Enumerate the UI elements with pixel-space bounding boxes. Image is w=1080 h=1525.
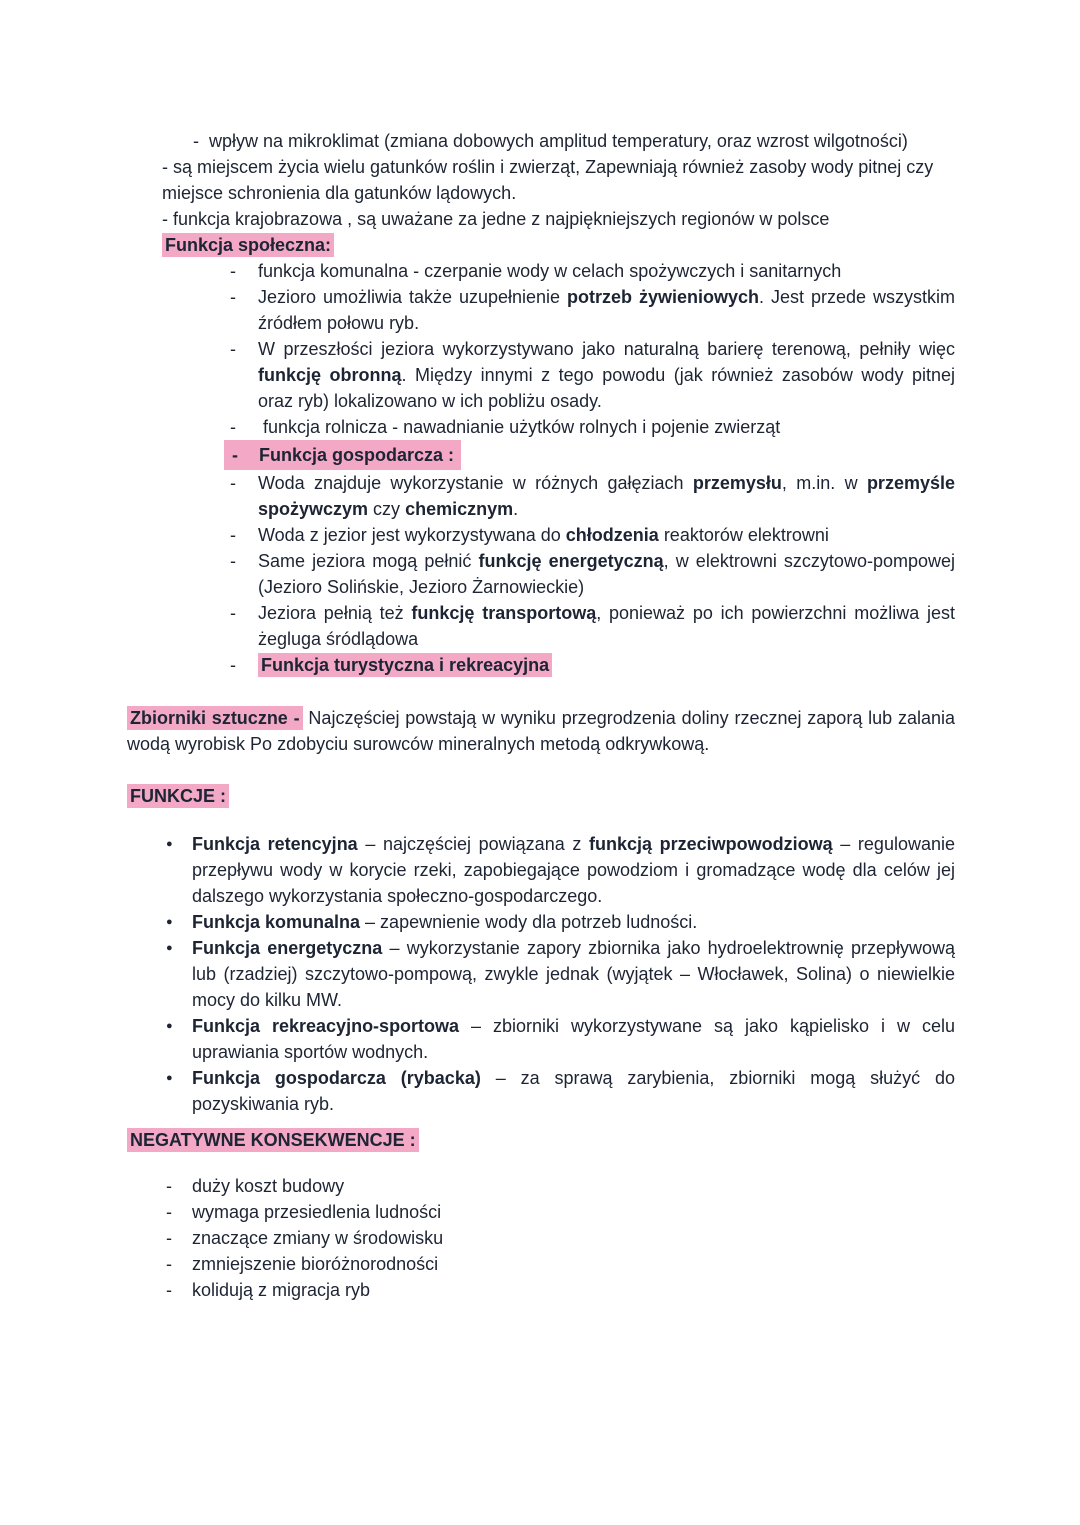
- dash-list-marker: -: [230, 417, 236, 437]
- dash-list-marker: -: [232, 445, 238, 465]
- list-item: [127, 1065, 961, 1117]
- list-item-text: Funkcja turystyczna i rekreacyjna: [258, 652, 955, 678]
- artificial-reservoirs-paragraph: Zbiorniki sztuczne - Najczęściej powstają w wyniku przegrodzenia doliny rzecznej zaporą lub zalania wodą wyrobisk Po zdobyciu surowców mineralnych metodą odkrywkową.: [127, 708, 955, 754]
- dash-list-marker: -: [166, 1202, 172, 1222]
- functions-list: [127, 831, 961, 1117]
- document-content: [127, 128, 961, 1303]
- list-item-text: Funkcja gospodarcza (rybacka) – za sprawą zarybienia, zbiorniki mogą służyć do pozyskiwania ryb.: [192, 1068, 961, 1114]
- dash-list-marker: -: [230, 473, 236, 493]
- dash-list-marker: -: [230, 339, 236, 359]
- list-item: [127, 1251, 955, 1277]
- list-item: [127, 600, 961, 652]
- dash-list-marker: -: [166, 1254, 172, 1274]
- list-item: [127, 1225, 955, 1251]
- dash-list-marker: -: [166, 1280, 172, 1300]
- intro-paragraph-microclimate: - wpływ na mikroklimat (zmiana dobowych amplitud temperatury, oraz wzrost wilgotności): [193, 131, 908, 151]
- dash-list-marker: -: [230, 261, 236, 281]
- list-item-text: kolidują z migracja ryb: [192, 1280, 371, 1300]
- list-item: [127, 909, 955, 935]
- list-item-text: Funkcja energetyczna – wykorzystanie zapory zbiornika jako hydroelektrownię przepływową lub (rzadziej) szczytowo-pompową, zwykle jednak (wyjątek – Włocławek, Solina) o niewielkie mocy do kilku MW.: [192, 938, 961, 1010]
- list-item-text: Jezioro umożliwia także uzupełnienie potrzeb żywieniowych. Jest przede wszystkim źródłem połowu ryb.: [258, 287, 961, 333]
- list-item: [127, 652, 955, 678]
- list-item-text: Funkcja komunalna – zapewnienie wody dla potrzeb ludności.: [192, 912, 698, 932]
- list-item-text: Funkcja gospodarcza :: [259, 445, 455, 465]
- dash-list-marker: -: [230, 603, 236, 623]
- list-item: [127, 1013, 961, 1065]
- social-function-heading: Funkcja społeczna:: [162, 232, 962, 258]
- list-item: [127, 440, 955, 470]
- bullet-list-marker: ●: [166, 1020, 173, 1032]
- list-item-text: funkcja rolnicza - nawadnianie użytków rolnych i pojenie zwierząt: [258, 417, 781, 437]
- list-item: [127, 336, 961, 414]
- dash-list-marker: -: [230, 525, 236, 545]
- list-item-text: Funkcja retencyjna – najczęściej powiązana z funkcją przeciwpowodziową – regulowanie przepływu wody w korycie rzeki, zapobiegające powodziom i gromadzące wodę dla celów jej dalszego wykorzystania społeczno-gospodarczego.: [192, 834, 961, 906]
- list-item: [127, 284, 961, 336]
- bullet-list-marker: ●: [166, 1072, 173, 1084]
- list-item-text: wymaga przesiedlenia ludności: [192, 1202, 442, 1222]
- list-item: [127, 1173, 955, 1199]
- list-item: [127, 470, 961, 522]
- bullet-list-marker: ●: [166, 838, 173, 850]
- dash-list-marker: -: [166, 1176, 172, 1196]
- functions-heading: FUNKCJE :: [127, 783, 955, 809]
- list-item: [127, 258, 955, 284]
- list-item: [127, 414, 955, 440]
- dash-list-marker: -: [230, 287, 236, 307]
- list-item-text: W przeszłości jeziora wykorzystywano jako naturalną barierę terenową, pełniły więc funkcję obronną. Między innymi z tego powodu (jak również zasobów wody pitnej oraz ryb) lokalizowano w ich pobliżu osady.: [258, 339, 961, 411]
- intro-paragraph-species: - są miejscem życia wielu gatunków roślin i zwierząt, Zapewniają również zasoby wody pitnej czy miejsce schronienia dla gatunków lądowych.: [162, 157, 939, 203]
- dash-list-marker: -: [166, 1228, 172, 1248]
- list-item-text: duży koszt budowy: [192, 1176, 345, 1196]
- list-item: [127, 1277, 955, 1303]
- negative-consequences-list: [127, 1173, 955, 1303]
- negative-consequences-heading: NEGATYWNE KONSEKWENCJE :: [127, 1127, 955, 1153]
- list-item-text: Funkcja rekreacyjno-sportowa – zbiorniki wykorzystywane są jako kąpielisko i w celu uprawiania sportów wodnych.: [192, 1016, 961, 1062]
- bullet-list-marker: ●: [166, 916, 173, 928]
- list-item-text: znaczące zmiany w środowisku: [192, 1228, 444, 1248]
- bullet-list-marker: ●: [166, 942, 173, 954]
- dash-list-marker: -: [230, 655, 236, 675]
- list-item-text: zmniejszenie bioróżnorodności: [192, 1254, 439, 1274]
- list-item: [127, 935, 961, 1013]
- list-item-text: Woda znajduje wykorzystanie w różnych gałęziach przemysłu, m.in. w przemyśle spożywczym czy chemicznym.: [258, 473, 961, 519]
- list-item: [127, 548, 961, 600]
- social-function-list: [127, 258, 961, 678]
- list-item-text: Jeziora pełnią też funkcję transportową, ponieważ po ich powierzchni możliwa jest żegluga śródlądowa: [258, 603, 961, 649]
- list-item-text: Woda z jezior jest wykorzystywana do chłodzenia reaktorów elektrowni: [258, 525, 829, 545]
- intro-block: [162, 128, 962, 258]
- list-item: [127, 831, 961, 909]
- list-item-text: funkcja komunalna - czerpanie wody w celach spożywczych i sanitarnych: [258, 261, 842, 281]
- dash-list-marker: -: [230, 551, 236, 571]
- intro-paragraph-landscape: - funkcja krajobrazowa , są uważane za jedne z najpiękniejszych regionów w polsce: [162, 209, 830, 229]
- list-item: [127, 522, 955, 548]
- list-item: [127, 1199, 955, 1225]
- list-item-text: Same jeziora mogą pełnić funkcję energetyczną, w elektrowni szczytowo-pompowej (Jezioro Solińskie, Jezioro Żarnowieckie): [258, 551, 961, 597]
